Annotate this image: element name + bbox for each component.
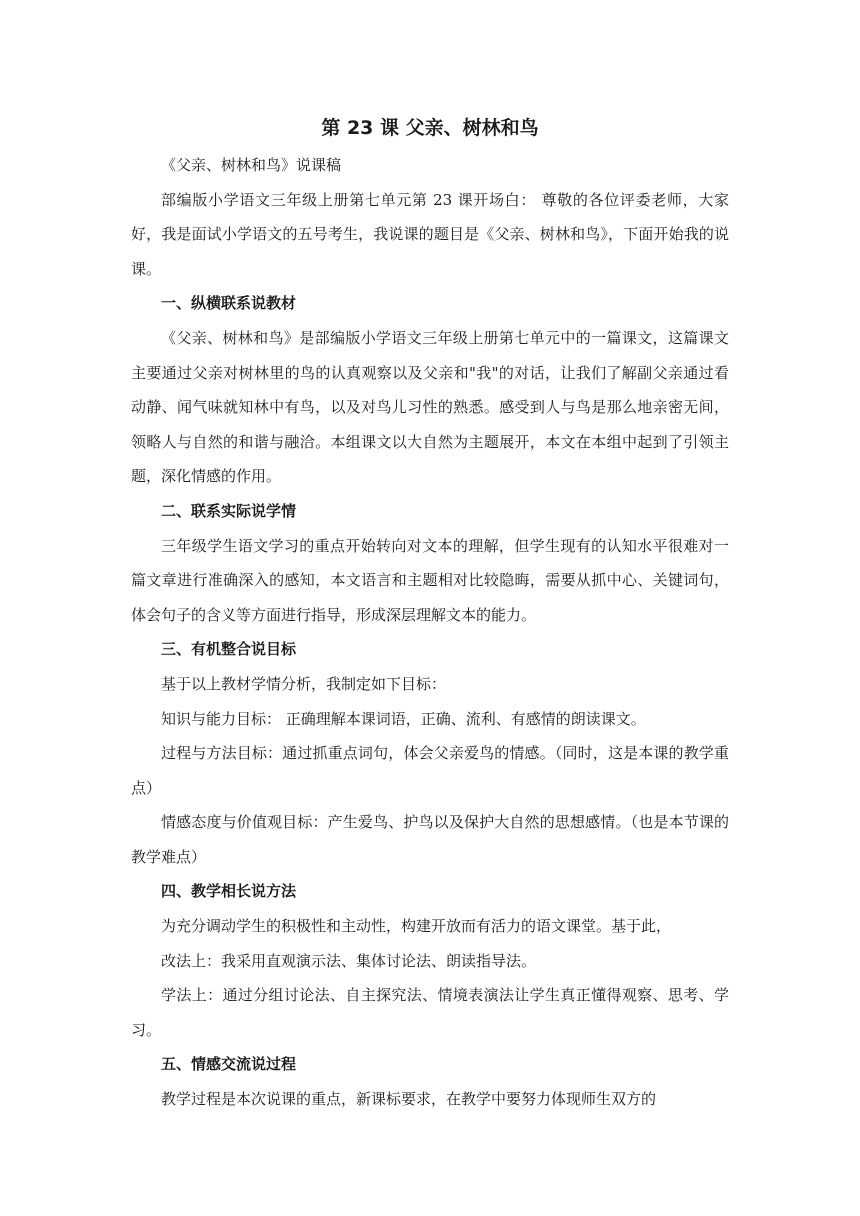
- section-4-intro: 为充分调动学生的积极性和主动性，构建开放而有活力的语文课堂。基于此，: [161, 917, 672, 936]
- goal-emotion: 情感态度与价值观目标：产生爱鸟、护鸟以及保护大自然的思想感情。（也是本节课的教学难点）: [131, 813, 729, 866]
- section-heading-3: 三、有机整合说目标: [161, 640, 297, 659]
- section-1-paragraph: 《父亲、树林和鸟》是部编版小学语文三年级上册第七单元中的一篇课文，这篇课文主要通过父亲对树林里的鸟的认真观察以及父亲和"我"的对话，让我们了解副父亲通过看动静、闻气味就知林中有鸟，以及对鸟儿习性的熟悉。感受到人与鸟是那么地亲密无间，领略人与自然的和谐与融洽。本组课文以大自然为主题展开，本文在本组中起到了引领主题，深化情感的作用。: [131, 328, 729, 486]
- section-2-paragraph: 三年级学生语文学习的重点开始转向对文本的理解，但学生现有的认知水平很难对一篇文章进行准确深入的感知，本文语言和主题相对比较隐晦，需要从抓中心、关键词句，体会句子的含义等方面进行指导，形成深层理解文本的能力。: [131, 536, 729, 624]
- section-heading-2: 二、联系实际说学情: [161, 501, 297, 520]
- learning-method: 学法上：通过分组讨论法、自主探究法、情境表演法让学生真正懂得观察、思考、学习。: [131, 986, 729, 1039]
- section-heading-1: 一、纵横联系说教材: [161, 294, 297, 313]
- section-3-intro: 基于以上教材学情分析，我制定如下目标：: [161, 674, 447, 693]
- document-title: 第 23 课 父亲、树林和鸟: [321, 117, 539, 139]
- intro-paragraph: 部编版小学语文三年级上册第七单元第 23 课开场白： 尊敬的各位评委老师，大家好，我是面试小学语文的五号考生，我说课的题目是《父亲、树林和鸟》，下面开始我的说课。: [131, 190, 729, 278]
- goal-process: 过程与方法目标：通过抓重点词句，体会父亲爱鸟的情感。（同时，这是本课的教学重点）: [131, 744, 729, 797]
- doc-subtitle: 《父亲、树林和鸟》说课稿: [161, 156, 342, 174]
- section-5-paragraph: 教学过程是本次说课的重点，新课标要求，在教学中要努力体现师生双方的: [161, 1090, 657, 1109]
- goal-knowledge: 知识与能力目标： 正确理解本课词语，正确、流利、有感情的朗读课文。: [161, 709, 646, 728]
- section-heading-5: 五、情感交流说过程: [161, 1055, 297, 1074]
- document-page: [131, 112, 729, 1117]
- section-heading-4: 四、教学相长说方法: [161, 882, 297, 901]
- teaching-method: 改法上：我采用直观演示法、集体讨论法、朗读指导法。: [161, 951, 537, 970]
